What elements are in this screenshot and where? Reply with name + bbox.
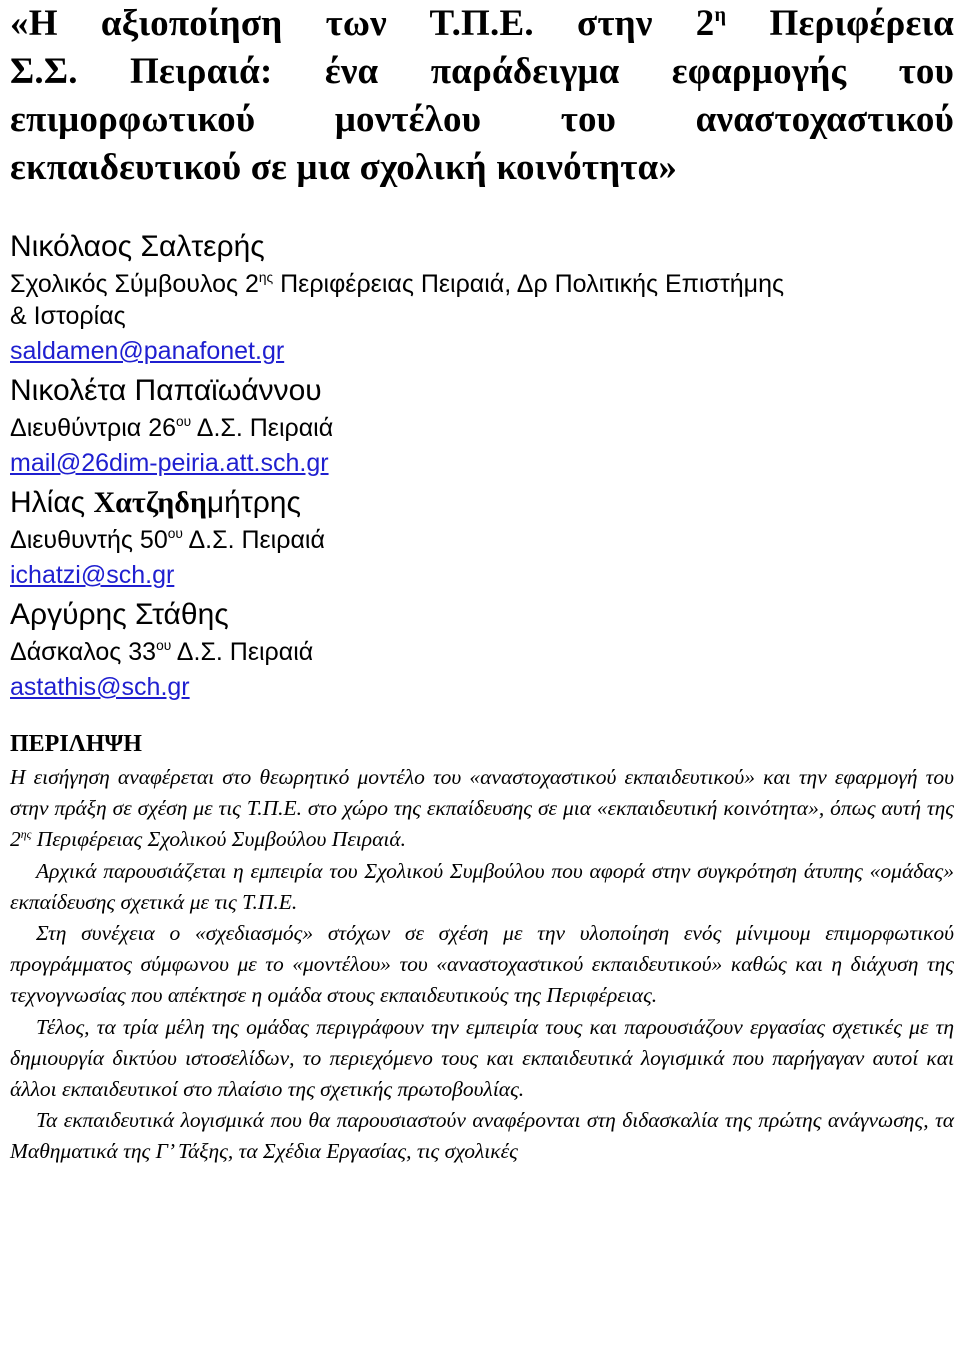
author-4: [10, 594, 954, 706]
author-affiliation: Διευθυντής $50^{o\upsilon}$ Δ.Σ. Πειραιά: [10, 525, 325, 554]
author-name: Αργύρης Στάθης: [10, 598, 229, 631]
paper-title: [10, 0, 954, 192]
author-name: Νικολέτα Παπαϊωάννου: [10, 374, 322, 407]
abstract-heading: ΠΕΡΙΛΗΨΗ: [10, 731, 142, 757]
author-name: Ηλίας Χατζηδημήτρης: [10, 486, 301, 519]
abstract-paragraph-1: Η εισήγηση αναφέρεται στο θεωρητικό μοντέλο του «αναστοχαστικού εκπαιδευτικού» και την εφαρμογή του στην πράξη σε σχέση με τις Τ.Π.Ε. στο χώρο της εκπαίδευσης σε μια «εκπαιδευτική κοινότητα», όπως αυτή της $2^{\eta\varsigma}$ Περιφέρειας Σχολικού Συμβούλου Πειραιά.: [10, 765, 954, 852]
abstract-paragraph-4: Τέλος, τα τρία μέλη της ομάδας περιγράφουν την εμπειρία τους και παρουσιάζουν εργασίας σχετικές με τη δημιουργία δικτύου ιστοσελίδων, το περιεχόμενο τους και εκπαιδευτικά λογισμικά που παρήγαγαν αυτοί και άλλοι εκπαιδευτικοί στο πλαίσιο της σχετικής πρωτοβουλίας.: [10, 1014, 954, 1102]
abstract-paragraph-2: Αρχικά παρουσιάζεται η εμπειρία του Σχολικού Συμβούλου που αφορά στην συγκρότηση άτυπης «ομάδας» εκπαίδευσης σχετικά με τις Τ.Π.Ε.: [10, 858, 954, 914]
author-affiliation: Σχολικός Σύμβουλος $2^{\eta\varsigma}$ Περιφέρειας Πειραιά, Δρ Πολιτικής Επιστήμης: [10, 269, 785, 298]
author-1: [10, 226, 954, 370]
abstract-section: [10, 726, 954, 1168]
author-email-link[interactable]: ichatzi@sch.gr: [10, 561, 175, 589]
authors-block: [10, 226, 954, 706]
author-email-link[interactable]: astathis@sch.gr: [10, 673, 190, 701]
abstract-paragraph-5: Τα εκπαιδευτικά λογισμικά που θα παρουσιαστούν αναφέρονται στη διδασκαλία της πρώτης ανάγνωσης, τα Μαθηματικά της Γ’ Τάξης, τα Σχέδια Εργασίας, τις σχολικές: [10, 1108, 954, 1164]
author-2: [10, 370, 954, 482]
document-page: [10, 0, 954, 1168]
title-line-4: εκπαιδευτικού σε μια σχολική κοινότητα»: [10, 147, 678, 188]
abstract-paragraph-3: Στη συνέχεια ο «σχεδιασμός» στόχων σε σχέση με την υλοποίηση ενός μίνιμουμ επιμορφωτικού προγράμματος σύμφωνου με το «μοντέλου» του «αναστοχαστικού εκπαιδευτικού» καθώς και η διάχυση της τεχνογνωσίας που απέκτησε η ομάδα στους εκπαιδευτικούς της Περιφέρειας.: [10, 921, 954, 1008]
author-3: [10, 482, 954, 594]
title-line-3: επιμορφωτικού μοντέλου του αναστοχαστικού: [10, 99, 954, 140]
author-affiliation-cont: & Ιστορίας: [10, 302, 126, 330]
title-line-2: Σ.Σ. Πειραιά: ένα παράδειγμα εφαρμογής του: [10, 51, 954, 92]
author-affiliation: Διευθύντρια $26^{o\upsilon}$ Δ.Σ. Πειραιά: [10, 413, 334, 442]
author-name: Νικόλαος Σαλτερής: [10, 230, 265, 263]
author-email-link[interactable]: saldamen@panafonet.gr: [10, 337, 285, 365]
author-affiliation: Δάσκαλος $33^{o\upsilon}$ Δ.Σ. Πειραιά: [10, 637, 314, 666]
author-email-link[interactable]: mail@26dim-peiria.att.sch.gr: [10, 449, 329, 477]
title-line-1: «Η αξιοποίηση των Τ.Π.Ε. στην $2^\eta$ Περιφέρεια: [10, 3, 954, 44]
